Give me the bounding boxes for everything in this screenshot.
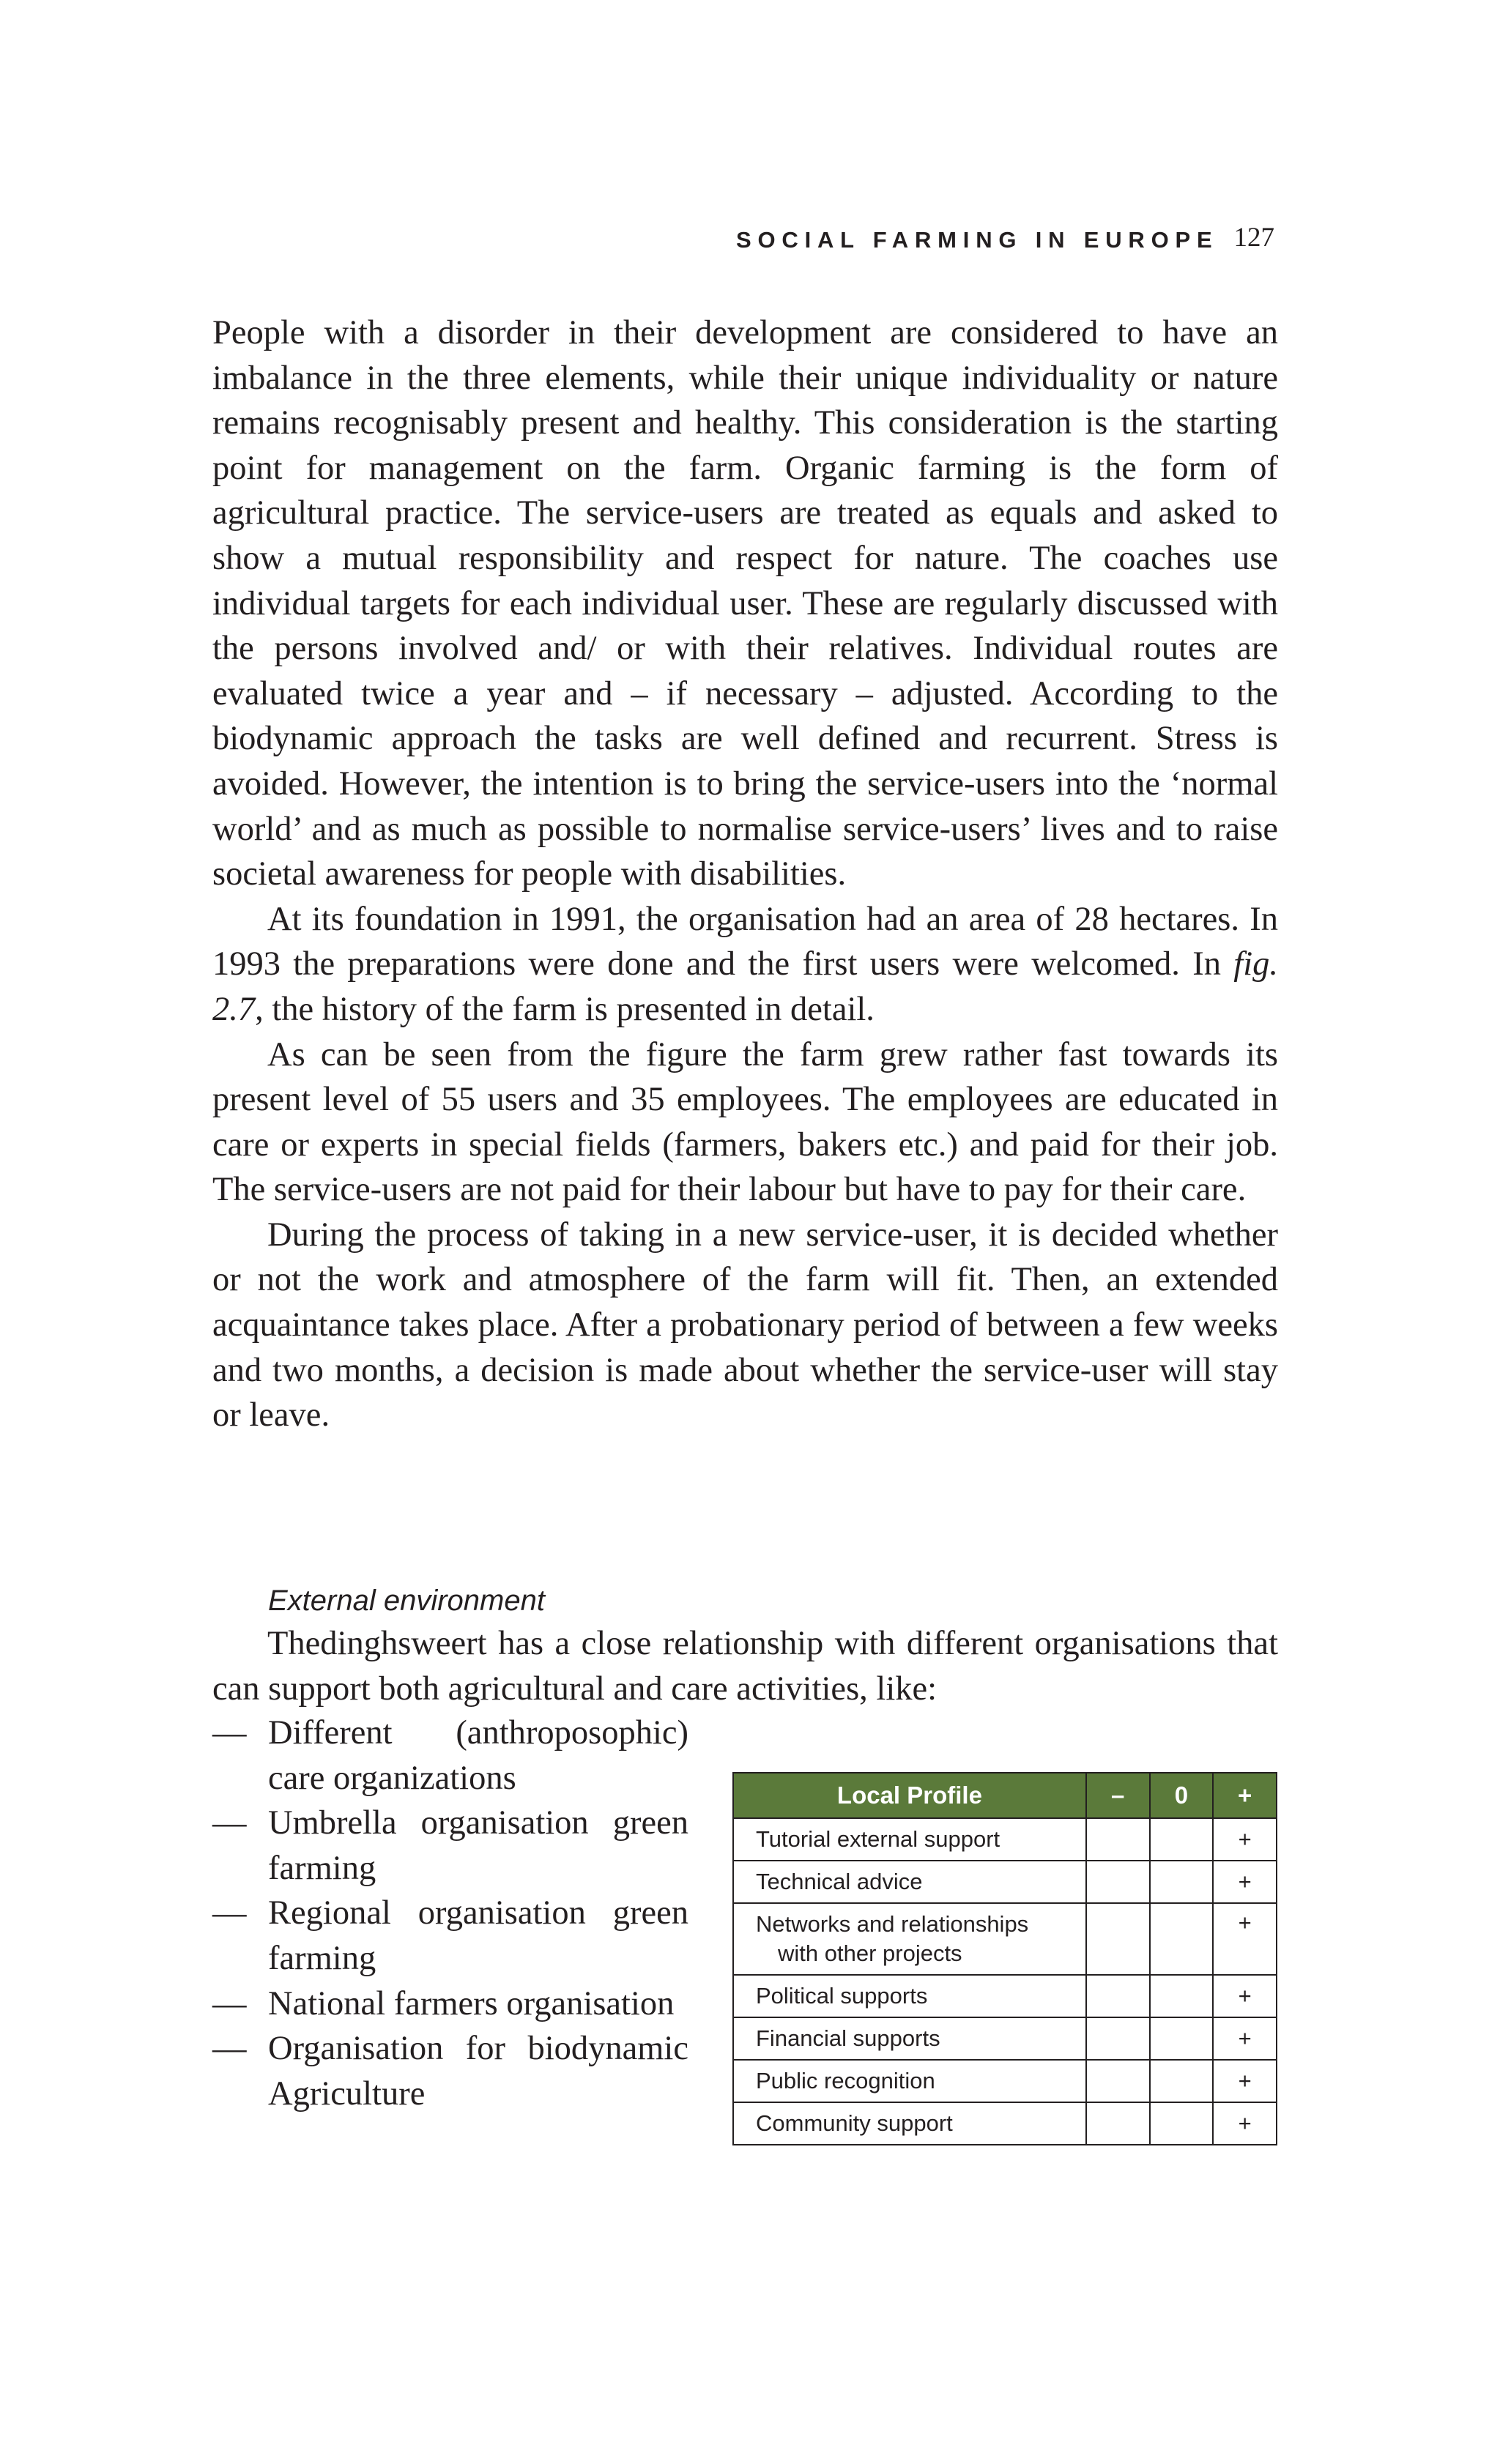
column-header-zero: 0 [1150, 1773, 1214, 1818]
cell-plus: + [1213, 1903, 1277, 1975]
list-item [212, 1801, 688, 1891]
cell-minus [1086, 1861, 1150, 1903]
cell-zero [1150, 1975, 1214, 2017]
list-item-text: Umbrella organisation green farming [268, 1804, 688, 1887]
cell-minus [1086, 1818, 1150, 1861]
local-profile-table [732, 1772, 1277, 2145]
row-label-line-2: with other projects [778, 1940, 962, 1966]
paragraph: As can be seen from the figure the farm grew rather fast towards its present level of 55 users and 35 employees. The employees are educated in care or experts in special fields (farmers, bakers etc.) and paid for their job. The service-users are not paid for their labour but have to pay for their care. [212, 1035, 1278, 1209]
paragraph-text: At its foundation in 1991, the organisation had an area of 28 hectares. In 1993 the preparations were done and the first users were welcomed. In [212, 900, 1278, 983]
column-header-local-profile: Local Profile [733, 1773, 1086, 1818]
paragraph [212, 897, 1278, 1032]
paragraph: People with a disorder in their development are considered to have an imbalance in the three elements, while their unique individuality or nature remains recognisably present and healthy. This consideration is the starting point for management on the farm. Organic farming is the form of agricultural practice. The service-users are treated as equals and asked to show a mutual responsibility and respect for nature. The coaches use individual targets for each individual user. These are regularly discussed with the persons involved and/ or with their relatives. Individual routes are evaluated twice a year and – if necessary – adjusted. According to the biodynamic approach the tasks are well defined and recurrent. Stress is avoided. However, the intention is to bring the service-users into the ‘normal world’ and as much as possible to normalise service-users’ lives and to raise societal awareness for people with disabilities. [212, 314, 1278, 893]
row-label: Community support [733, 2102, 1086, 2145]
page-number: 127 [1233, 223, 1274, 253]
list-item-text: Different (anthroposophic) care organizations [268, 1714, 688, 1797]
table-row [733, 1903, 1277, 1975]
row-label: Financial supports [733, 2017, 1086, 2060]
cell-plus: + [1213, 1861, 1277, 1903]
cell-zero [1150, 2060, 1214, 2102]
table-row [733, 2017, 1277, 2060]
table-row [733, 2102, 1277, 2145]
list-item [212, 1711, 688, 1801]
paragraph: Thedinghsweert has a close relationship with different organisations that can support both agricultural and care activities, like: [212, 1625, 1278, 1708]
cell-zero [1150, 2102, 1214, 2145]
table-row [733, 1975, 1277, 2017]
organisation-list [212, 1711, 688, 2116]
cell-minus [1086, 2017, 1150, 2060]
list-item-text: Regional organisation green farming [268, 1894, 688, 1977]
table-row [733, 1861, 1277, 1903]
dash-marker: — [212, 1804, 247, 1842]
running-title: SOCIAL FARMING IN EUROPE [736, 227, 1219, 253]
dash-marker: — [212, 1984, 247, 2022]
paragraph-text: , the history of the farm is presented in detail. [255, 990, 875, 1028]
table-row [733, 1818, 1277, 1861]
row-label: Tutorial external support [733, 1818, 1086, 1861]
column-header-plus: + [1213, 1773, 1277, 1818]
cell-plus: + [1213, 1818, 1277, 1861]
list-item-text: Organisation for biodynamic Agriculture [268, 2030, 688, 2113]
cell-minus [1086, 2102, 1150, 2145]
cell-minus [1086, 2060, 1150, 2102]
row-label [733, 1903, 1086, 1975]
cell-plus: + [1213, 1975, 1277, 2017]
dash-marker: — [212, 2030, 247, 2068]
row-label: Technical advice [733, 1861, 1086, 1903]
cell-plus: + [1213, 2060, 1277, 2102]
list-item-text: National farmers organisation [268, 1984, 675, 2022]
dash-marker: — [212, 1894, 247, 1932]
row-label: Political supports [733, 1975, 1086, 2017]
row-label: Public recognition [733, 2060, 1086, 2102]
paragraph: During the process of taking in a new service-user, it is decided whether or not the work and atmosphere of the farm will fit. Then, an extended acquaintance takes place. After a probationary period of between a few weeks and two months, a decision is made about whether the service-user will stay or leave. [212, 1216, 1278, 1434]
dash-marker: — [212, 1714, 247, 1752]
section-heading: External environment [268, 1585, 545, 1617]
cell-zero [1150, 1861, 1214, 1903]
cell-zero [1150, 1903, 1214, 1975]
cell-plus: + [1213, 2102, 1277, 2145]
main-text [212, 310, 1278, 1438]
table-header-row [733, 1773, 1277, 1818]
figure-reference: fig. 2.7 [212, 945, 1278, 1028]
list-item [212, 1981, 688, 2027]
column-header-minus: – [1086, 1773, 1150, 1818]
table-row [733, 2060, 1277, 2102]
list-item [212, 1891, 688, 1981]
cell-minus [1086, 1903, 1150, 1975]
cell-zero [1150, 1818, 1214, 1861]
row-label-line-1: Networks and relationships [756, 1911, 1029, 1937]
cell-minus [1086, 1975, 1150, 2017]
list-item [212, 2026, 688, 2116]
cell-plus: + [1213, 2017, 1277, 2060]
external-text [212, 1621, 1278, 1711]
cell-zero [1150, 2017, 1214, 2060]
